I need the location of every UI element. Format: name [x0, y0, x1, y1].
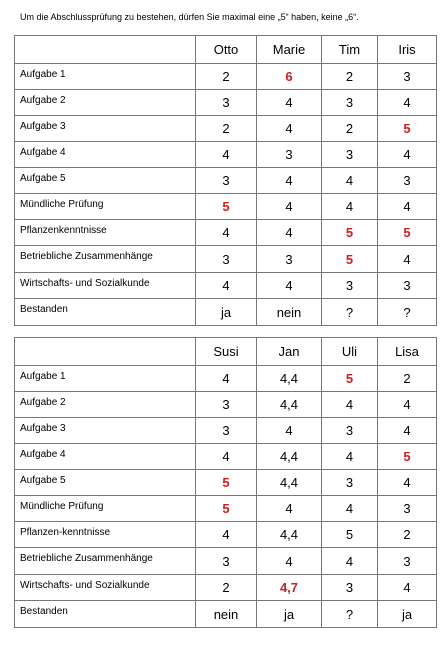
grade-cell: 4 — [378, 470, 437, 496]
table-row — [15, 246, 437, 273]
column-header: Otto — [196, 36, 257, 64]
grade-cell: 3 — [257, 246, 322, 273]
grade-cell: 5 — [378, 116, 437, 142]
table-row — [15, 142, 437, 168]
row-label: Mündliche Prüfung — [15, 496, 196, 522]
grade-cell: 4 — [322, 168, 378, 194]
grade-cell: 5 — [322, 246, 378, 273]
column-header: Jan — [257, 338, 322, 366]
grade-cell: 5 — [322, 220, 378, 246]
table-row — [15, 116, 437, 142]
grade-cell: 4,4 — [257, 444, 322, 470]
row-label: Pflanzen-kenntnisse — [15, 522, 196, 548]
grade-cell: ? — [322, 601, 378, 628]
grade-cell: 4 — [322, 444, 378, 470]
grade-cell: 4 — [322, 392, 378, 418]
grade-cell: 4 — [196, 273, 257, 299]
row-label: Aufgabe 2 — [15, 90, 196, 116]
row-label: Aufgabe 1 — [15, 366, 196, 392]
grades-table-1 — [14, 35, 437, 326]
table-row — [15, 220, 437, 246]
grade-cell: nein — [257, 299, 322, 326]
grade-cell: 3 — [322, 273, 378, 299]
table-row — [15, 601, 437, 628]
table-row — [15, 444, 437, 470]
table-row — [15, 522, 437, 548]
grade-cell: 4 — [196, 444, 257, 470]
grade-cell: 2 — [196, 116, 257, 142]
row-label: Aufgabe 3 — [15, 116, 196, 142]
grade-cell: 5 — [378, 220, 437, 246]
table-row — [15, 366, 437, 392]
grade-cell: 2 — [196, 64, 257, 90]
grade-cell: 4 — [378, 90, 437, 116]
row-label: Bestanden — [15, 299, 196, 326]
grades-table-2 — [14, 337, 437, 628]
row-label: Bestanden — [15, 601, 196, 628]
table-row — [15, 575, 437, 601]
table-row — [15, 548, 437, 575]
row-label: Betriebliche Zusammenhänge — [15, 246, 196, 273]
row-label: Wirtschafts- und Sozialkunde — [15, 273, 196, 299]
header-corner — [15, 338, 196, 366]
grade-cell: 3 — [378, 496, 437, 522]
grade-cell: 4 — [257, 90, 322, 116]
grade-cell: 4 — [378, 246, 437, 273]
row-label: Aufgabe 5 — [15, 168, 196, 194]
column-header: Iris — [378, 36, 437, 64]
grade-cell: 3 — [322, 142, 378, 168]
grade-cell: 5 — [196, 194, 257, 220]
grade-cell: ja — [196, 299, 257, 326]
grade-cell: ja — [257, 601, 322, 628]
grade-cell: 5 — [378, 444, 437, 470]
grade-cell: 4 — [196, 142, 257, 168]
grade-cell: 4 — [257, 418, 322, 444]
grade-cell: ? — [378, 299, 437, 326]
row-label: Pflanzenkenntnisse — [15, 220, 196, 246]
grade-cell: 3 — [196, 392, 257, 418]
row-label: Aufgabe 4 — [15, 444, 196, 470]
grade-cell: 4 — [257, 220, 322, 246]
grade-cell: 5 — [196, 496, 257, 522]
table-row — [15, 90, 437, 116]
column-header: Tim — [322, 36, 378, 64]
grade-cell: ? — [322, 299, 378, 326]
grade-cell: 4 — [378, 194, 437, 220]
column-header: Susi — [196, 338, 257, 366]
table-row — [15, 496, 437, 522]
row-label: Aufgabe 1 — [15, 64, 196, 90]
grade-cell: 4 — [196, 522, 257, 548]
row-label: Aufgabe 4 — [15, 142, 196, 168]
grade-cell: 4 — [257, 548, 322, 575]
grade-cell: 4 — [322, 194, 378, 220]
column-header: Uli — [322, 338, 378, 366]
row-label: Aufgabe 3 — [15, 418, 196, 444]
grade-cell: 2 — [322, 64, 378, 90]
grade-cell: 3 — [378, 548, 437, 575]
table-row — [15, 64, 437, 90]
grade-cell: 2 — [378, 366, 437, 392]
grade-cell: 3 — [322, 90, 378, 116]
grade-cell: 3 — [378, 168, 437, 194]
grade-cell: 4 — [257, 116, 322, 142]
grade-cell: 4,4 — [257, 522, 322, 548]
table-row — [15, 392, 437, 418]
grade-cell: 3 — [196, 90, 257, 116]
header-row — [15, 338, 437, 366]
grade-cell: 2 — [378, 522, 437, 548]
grade-cell: 5 — [196, 470, 257, 496]
column-header: Lisa — [378, 338, 437, 366]
grade-cell: 3 — [322, 470, 378, 496]
grade-cell: 6 — [257, 64, 322, 90]
grade-cell: 5 — [322, 522, 378, 548]
table-row — [15, 194, 437, 220]
grade-cell: 4 — [257, 273, 322, 299]
grade-cell: 4 — [322, 548, 378, 575]
row-label: Aufgabe 5 — [15, 470, 196, 496]
grade-cell: 4,4 — [257, 366, 322, 392]
grade-cell: 4,4 — [257, 392, 322, 418]
row-label: Aufgabe 2 — [15, 392, 196, 418]
grade-cell: 3 — [196, 418, 257, 444]
grade-cell: 3 — [322, 575, 378, 601]
grade-cell: 4 — [257, 194, 322, 220]
grade-cell: 3 — [322, 418, 378, 444]
grade-cell: 2 — [196, 575, 257, 601]
grade-cell: 4,7 — [257, 575, 322, 601]
row-label: Mündliche Prüfung — [15, 194, 196, 220]
table-row — [15, 470, 437, 496]
grade-cell: nein — [196, 601, 257, 628]
grade-cell: 4 — [378, 392, 437, 418]
grade-cell: 4 — [378, 575, 437, 601]
grade-cell: 5 — [322, 366, 378, 392]
grade-cell: 2 — [322, 116, 378, 142]
grade-cell: 4 — [378, 142, 437, 168]
grade-cell: 3 — [196, 168, 257, 194]
row-label: Betriebliche Zusammenhänge — [15, 548, 196, 575]
grade-cell: 4,4 — [257, 470, 322, 496]
grade-cell: 4 — [257, 168, 322, 194]
grade-cell: 3 — [196, 548, 257, 575]
grade-cell: 3 — [378, 64, 437, 90]
grade-cell: 4 — [378, 418, 437, 444]
row-label: Wirtschafts- und Sozialkunde — [15, 575, 196, 601]
header-corner — [15, 36, 196, 64]
header-row — [15, 36, 437, 64]
table-row — [15, 168, 437, 194]
table-row — [15, 299, 437, 326]
intro-text: Um die Abschlussprüfung zu bestehen, dürfen Sie maximal eine „5“ haben, keine „6“. — [20, 12, 359, 22]
grade-cell: ja — [378, 601, 437, 628]
table-row — [15, 418, 437, 444]
grade-cell: 4 — [196, 220, 257, 246]
column-header: Marie — [257, 36, 322, 64]
grade-cell: 3 — [378, 273, 437, 299]
table-row — [15, 273, 437, 299]
grade-cell: 4 — [196, 366, 257, 392]
grade-cell: 3 — [257, 142, 322, 168]
grade-cell: 3 — [196, 246, 257, 273]
grade-cell: 4 — [257, 496, 322, 522]
grade-cell: 4 — [322, 496, 378, 522]
